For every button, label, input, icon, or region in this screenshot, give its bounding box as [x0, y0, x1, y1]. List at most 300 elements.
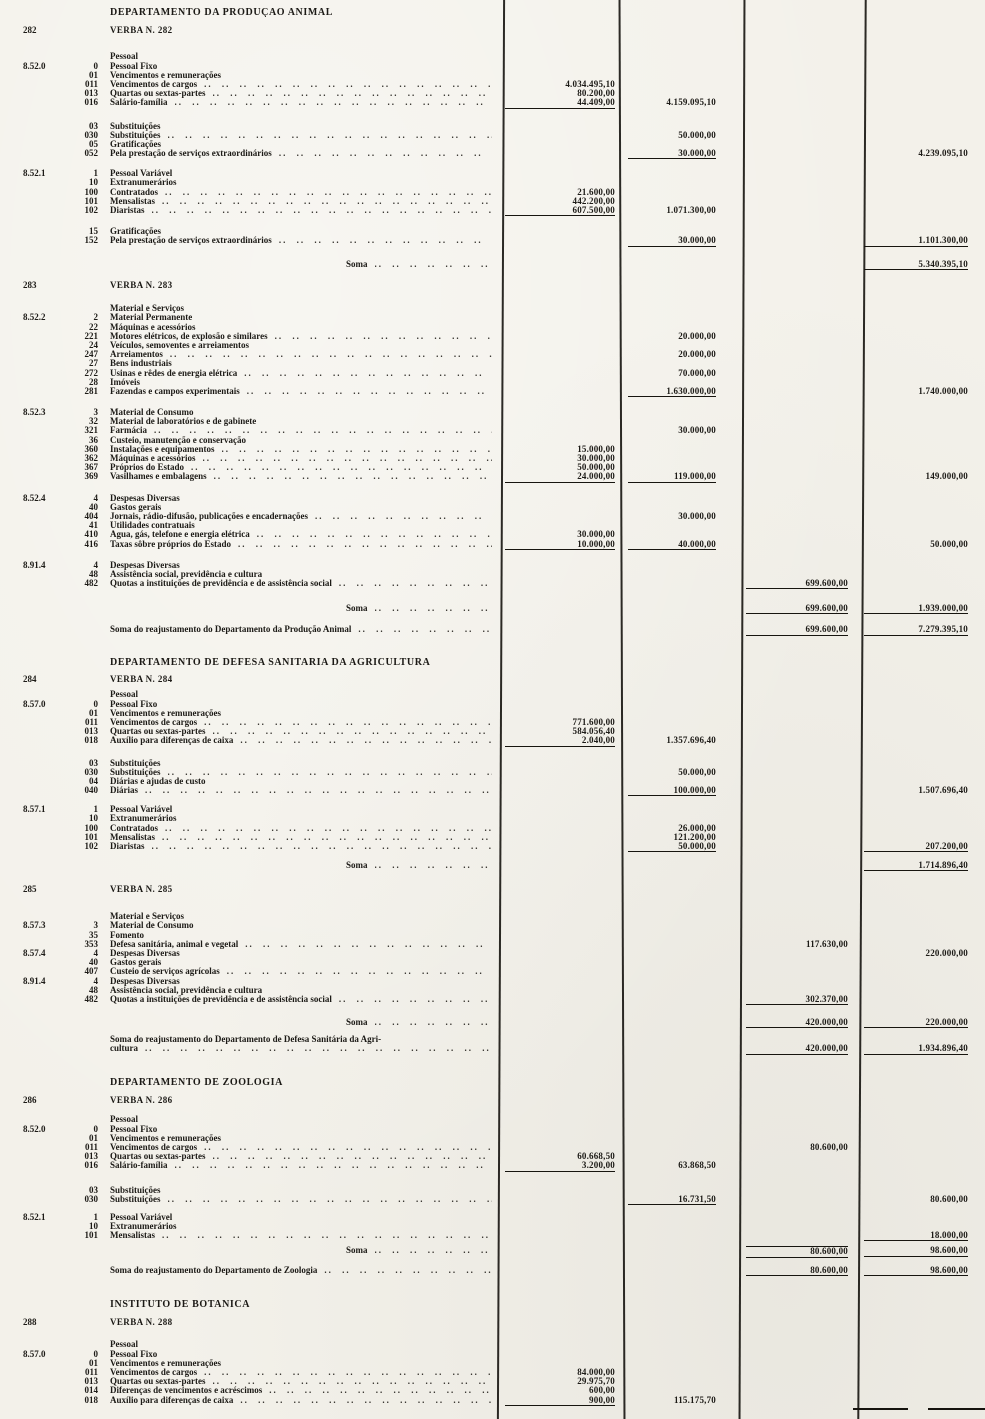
code-item: 321 — [84, 426, 98, 436]
line-label: Gastos gerais — [110, 958, 162, 968]
row-text — [0, 986, 492, 995]
line-label: Substituições — [110, 130, 161, 140]
amount-col1: 60.668,50 — [577, 1151, 615, 1162]
line-label: Contratados — [110, 823, 159, 833]
budget-line-row — [0, 1161, 985, 1170]
row-text — [0, 227, 492, 236]
code-item: 102 — [84, 842, 98, 851]
code-item: 367 — [84, 463, 98, 473]
code-item: 013 — [84, 1152, 98, 1162]
amount-col2: 40.000,00 — [628, 540, 716, 550]
sum-row — [0, 861, 985, 870]
code-item: 102 — [84, 206, 98, 215]
department-header-row — [0, 658, 985, 667]
dotted-leader — [358, 625, 492, 634]
row-text — [0, 169, 492, 178]
amount-col1: 607.500,00 — [505, 206, 615, 216]
amount-col3: 302.370,00 — [746, 995, 848, 1005]
line-label: Gastos gerais — [110, 502, 162, 512]
code-group: 8.57.4 — [23, 948, 46, 958]
code-item: 0 — [93, 1349, 98, 1359]
row-text — [0, 512, 492, 521]
row-text — [0, 178, 492, 187]
amount-col4: 18.000,00 — [864, 1231, 968, 1241]
line-label: Vencimentos de cargos — [110, 1142, 198, 1152]
row-text — [0, 26, 492, 35]
budget-line-row — [0, 540, 985, 549]
line-label: Vencimentos de cargos — [110, 79, 198, 89]
dotted-leader — [175, 1161, 493, 1170]
row-text — [0, 140, 492, 149]
line-label: Quotas a instituições de previdência e de assistência social — [110, 994, 332, 1004]
dotted-leader — [375, 1018, 492, 1027]
row-gap — [0, 17, 985, 26]
sum-row — [0, 260, 985, 269]
budget-line-row — [0, 1386, 985, 1395]
budget-line-row — [0, 408, 985, 417]
row-text — [0, 350, 492, 359]
amount-col2: 26.000,00 — [678, 822, 716, 833]
budget-line-row — [0, 967, 985, 976]
budget-line-row — [0, 1143, 985, 1152]
sum-row — [0, 604, 985, 613]
row-text — [0, 454, 492, 463]
dotted-leader — [375, 861, 492, 870]
amount-col2: 30.000,00 — [628, 236, 716, 246]
line-label: Salário-família — [110, 98, 168, 108]
amount-col4: 220.000,00 — [864, 1018, 968, 1028]
row-text — [0, 188, 492, 197]
budget-line-row — [0, 369, 985, 378]
line-label: Substituições — [110, 758, 161, 768]
amount-col3: 699.600,00 — [746, 625, 848, 635]
code-group: 8.57.3 — [23, 921, 46, 931]
line-label: Extranumerários — [110, 1222, 177, 1232]
budget-line-row — [0, 98, 985, 107]
verba-row — [0, 885, 985, 894]
line-label: Mensalistas — [110, 196, 155, 206]
amount-col3: 117.630,00 — [805, 938, 848, 949]
code-item: 101 — [84, 832, 98, 842]
row-text — [0, 861, 492, 870]
verba-number: 283 — [23, 281, 37, 290]
row-text — [0, 727, 492, 736]
budget-line-row — [0, 169, 985, 178]
row-text — [0, 445, 492, 454]
row-text — [0, 967, 492, 976]
line-label: Material de Consumo — [110, 921, 194, 931]
amount-col1: 29.975,70 — [577, 1376, 615, 1387]
line-label: Pessoal — [110, 1340, 138, 1350]
row-text — [0, 206, 492, 215]
dotted-leader — [213, 1152, 493, 1161]
code-item: 0 — [93, 61, 98, 71]
row-text — [0, 768, 492, 777]
amount-col2: 50.000,00 — [678, 766, 716, 777]
department-title: DEPARTAMENTO DE DEFESA SANITARIA DA AGRICULTURA — [110, 658, 431, 668]
line-label: cultura — [110, 1044, 138, 1054]
dotted-leader — [204, 1143, 492, 1152]
verba-title: VERBA N. 288 — [110, 1318, 173, 1328]
code-item: 247 — [84, 350, 98, 360]
code-item: 2 — [93, 313, 98, 323]
row-text — [0, 378, 492, 387]
line-label: Quotas a instituições de previdência e de assistência social — [110, 579, 332, 589]
dotted-leader — [168, 768, 492, 777]
row-text — [0, 570, 492, 579]
code-item: 01 — [89, 708, 98, 718]
code-item: 4 — [93, 560, 98, 570]
amount-col4: 50.000,00 — [930, 538, 968, 549]
row-text — [0, 1195, 492, 1204]
line-label: Quartas ou sextas-partes — [110, 89, 206, 99]
row-text — [0, 332, 492, 341]
budget-line-row — [0, 463, 985, 472]
row-text — [0, 80, 492, 89]
budget-line-row — [0, 1152, 985, 1161]
dotted-leader — [214, 472, 492, 481]
line-label: Custeio de serviços agrícolas — [110, 967, 220, 977]
dotted-leader — [324, 1266, 492, 1275]
row-text — [0, 805, 492, 814]
budget-line-row — [0, 359, 985, 368]
row-text — [0, 1318, 492, 1327]
amount-col1: 10.000,00 — [505, 540, 615, 550]
budget-line-row — [0, 454, 985, 463]
row-text — [0, 736, 492, 745]
budget-line-row — [0, 842, 985, 851]
row-text — [0, 1386, 492, 1395]
line-label: Mensalistas — [110, 1231, 155, 1241]
amount-col2: 50.000,00 — [628, 842, 716, 852]
line-label: Vencimentos e remunerações — [110, 708, 221, 718]
budget-line-row — [0, 690, 985, 699]
code-item: 24 — [89, 340, 98, 350]
amount-col4: 7.279.395,10 — [864, 625, 968, 635]
line-label: Material de Consumo — [110, 408, 194, 418]
row-text — [0, 494, 492, 503]
budget-line-row — [0, 236, 985, 245]
amount-col2: 30.000,00 — [628, 149, 716, 159]
code-item: 013 — [84, 1377, 98, 1387]
dotted-leader — [145, 786, 492, 795]
row-gap — [0, 1204, 985, 1213]
amount-col4: 1.507.696,40 — [918, 785, 968, 796]
code-item: 15 — [89, 227, 98, 237]
row-text — [0, 1246, 492, 1255]
budget-line-row — [0, 227, 985, 236]
budget-line-row — [0, 1350, 985, 1359]
line-label: Extranumerários — [110, 178, 177, 188]
row-text — [0, 1340, 492, 1349]
line-label: Soma — [346, 604, 368, 614]
code-item: 3 — [93, 408, 98, 418]
amount-col4: 1.939.000,00 — [864, 604, 968, 614]
code-group: 8.52.3 — [23, 408, 46, 418]
budget-line-row — [0, 700, 985, 709]
row-text — [0, 359, 492, 368]
amount-col1: 442.200,00 — [572, 195, 615, 206]
row-text — [0, 281, 492, 290]
code-item: 48 — [89, 569, 98, 579]
dotted-leader — [154, 426, 492, 435]
code-item: 41 — [89, 521, 98, 531]
row-text — [0, 426, 492, 435]
code-item: 28 — [89, 377, 98, 387]
dotted-leader — [257, 530, 492, 539]
line-label: Arreiamentos — [110, 350, 163, 360]
code-item: 4 — [93, 976, 98, 986]
amount-col1: 24.000,00 — [505, 472, 615, 482]
line-label: Defesa sanitária, animal e vegetal — [110, 939, 239, 949]
row-text — [0, 1044, 492, 1053]
budget-line-row — [0, 188, 985, 197]
verba-number: 284 — [23, 675, 37, 685]
row-gap — [0, 1004, 985, 1018]
line-label: Quartas ou sextas-partes — [110, 1152, 206, 1162]
row-text — [0, 304, 492, 313]
row-text — [0, 197, 492, 206]
line-label: Mensalistas — [110, 832, 155, 842]
row-text — [0, 1096, 492, 1105]
amount-col1: 44.409,00 — [505, 98, 615, 108]
row-gap — [0, 482, 985, 494]
amount-col1: 3.200,00 — [505, 1161, 615, 1171]
code-group: 8.52.2 — [23, 313, 46, 323]
code-item: 03 — [89, 121, 98, 131]
amount-col2: 4.159.095,10 — [666, 97, 716, 108]
amount-col4: 1.934.896,40 — [864, 1044, 968, 1054]
row-text — [0, 912, 492, 921]
code-item: 353 — [84, 939, 98, 949]
amount-col3: 420.000,00 — [746, 1018, 848, 1028]
section-zoologia — [0, 1078, 985, 1275]
dotted-leader — [168, 131, 492, 140]
code-group: 8.52.0 — [23, 1124, 46, 1134]
line-label: Assistência social, previdência e cultura — [110, 569, 263, 579]
line-label: Substituições — [110, 767, 161, 777]
amount-col2: 50.000,00 — [678, 129, 716, 140]
budget-line-row — [0, 736, 985, 745]
budget-line-row — [0, 958, 985, 967]
dotted-leader — [245, 940, 492, 949]
row-text — [0, 625, 492, 634]
budget-line-row — [0, 341, 985, 350]
line-label: Extranumerários — [110, 814, 177, 824]
amount-col2: 30.000,00 — [678, 510, 716, 521]
code-item: 03 — [89, 758, 98, 768]
line-label: Gratificações — [110, 227, 161, 237]
row-text — [0, 1035, 492, 1044]
budget-line-row — [0, 436, 985, 445]
row-text — [0, 777, 492, 786]
row-gap — [0, 1087, 985, 1096]
row-text — [0, 323, 492, 332]
budget-line-row — [0, 1195, 985, 1204]
line-label: Custeio, manutenção e conservação — [110, 435, 246, 445]
code-item: 014 — [84, 1386, 98, 1396]
dotted-leader — [204, 718, 492, 727]
dotted-leader — [339, 579, 492, 588]
budget-line-row — [0, 323, 985, 332]
code-item: 36 — [89, 435, 98, 445]
code-group: 8.52.0 — [23, 61, 46, 71]
verba-title: VERBA N. 285 — [110, 885, 173, 894]
row-text — [0, 52, 492, 61]
budget-line-row — [0, 1231, 985, 1240]
line-label: Auxílio para diferenças de caixa — [110, 736, 234, 746]
amount-col2: 30.000,00 — [678, 425, 716, 436]
line-label: Farmácia — [110, 426, 147, 436]
code-group: 8.52.1 — [23, 1212, 46, 1222]
code-item: 016 — [84, 98, 98, 108]
line-label: Soma — [346, 1018, 368, 1028]
sum-row — [0, 1044, 985, 1053]
amount-col2: 1.630.000,00 — [628, 387, 716, 397]
row-text — [0, 1125, 492, 1134]
verba-row — [0, 1318, 985, 1327]
dotted-leader — [213, 1377, 493, 1386]
budget-line-row — [0, 350, 985, 359]
budget-line-row — [0, 52, 985, 61]
budget-line-row — [0, 131, 985, 140]
budget-line-row — [0, 718, 985, 727]
line-label: Substituições — [110, 1194, 161, 1204]
dotted-leader — [269, 1386, 492, 1395]
code-item: 407 — [84, 967, 98, 977]
amount-col1: 771.600,00 — [572, 716, 615, 727]
dotted-leader — [162, 833, 492, 842]
dotted-leader — [375, 260, 492, 269]
budget-line-row — [0, 977, 985, 986]
code-item: 4 — [93, 948, 98, 958]
budget-line-row — [0, 786, 985, 795]
line-label: Pessoal Fixo — [110, 699, 158, 709]
budget-line-row — [0, 445, 985, 454]
code-item: 272 — [84, 368, 98, 378]
amount-col4: 149.000,00 — [925, 471, 968, 482]
row-text — [0, 931, 492, 940]
line-label: Material de laboratórios e de gabinete — [110, 417, 257, 427]
dotted-leader — [222, 445, 492, 454]
sum-row — [0, 625, 985, 634]
row-text — [0, 149, 492, 158]
row-text — [0, 995, 492, 1004]
code-item: 10 — [89, 814, 98, 824]
row-text — [0, 921, 492, 930]
row-gap — [0, 215, 985, 227]
code-item: 101 — [84, 1231, 98, 1241]
budget-line-row — [0, 1359, 985, 1368]
line-label: Material Permanente — [110, 313, 193, 323]
line-label: Despesas Diversas — [110, 560, 180, 570]
row-text — [0, 940, 492, 949]
code-item: 27 — [89, 359, 98, 369]
verba-number: 282 — [23, 26, 37, 36]
code-item: 040 — [84, 786, 98, 796]
budget-line-row — [0, 472, 985, 481]
row-text — [0, 1186, 492, 1195]
amount-col1: 80.200,00 — [577, 88, 615, 99]
code-item: 030 — [84, 1194, 98, 1204]
verba-title: VERBA N. 286 — [110, 1096, 173, 1106]
line-label: Quartas ou sextas-partes — [110, 727, 206, 737]
row-text — [0, 521, 492, 530]
budget-line-row — [0, 62, 985, 71]
dotted-leader — [315, 512, 492, 521]
budget-line-row — [0, 912, 985, 921]
line-label: Pela prestação de serviços extraordinários — [110, 236, 272, 246]
row-gap — [0, 894, 985, 912]
budget-line-row — [0, 122, 985, 131]
section-instituto-botanica — [0, 1300, 985, 1405]
amount-col1: 15.000,00 — [577, 443, 615, 454]
amount-col4: 207.200,00 — [864, 842, 968, 852]
budget-line-row — [0, 1222, 985, 1231]
line-label: Pessoal — [110, 1115, 138, 1125]
code-item: 22 — [89, 322, 98, 332]
code-item: 018 — [84, 736, 98, 746]
dotted-leader — [213, 89, 493, 98]
line-label: Despesas Diversas — [110, 976, 180, 986]
line-label: Pela prestação de serviços extraordinários — [110, 149, 272, 159]
row-text — [0, 1377, 492, 1386]
budget-line-row — [0, 197, 985, 206]
amount-col3: 80.600,00 — [746, 1266, 848, 1276]
row-gap — [0, 1309, 985, 1318]
budget-line-row — [0, 1213, 985, 1222]
partial-rule-right — [928, 1408, 985, 1410]
row-text — [0, 842, 492, 851]
row-text — [0, 949, 492, 958]
line-label: Contratados — [110, 187, 159, 197]
line-label: Quartas ou sextas-partes — [110, 1377, 206, 1387]
dotted-leader — [162, 197, 492, 206]
code-item: 0 — [93, 699, 98, 709]
amount-col3: 80.600,00 — [746, 1246, 848, 1257]
row-gap — [0, 667, 985, 675]
department-title: DEPARTAMENTO DE ZOOLOGIA — [110, 1078, 283, 1088]
amount-col2: 1.071.300,00 — [666, 205, 716, 215]
budget-line-row — [0, 759, 985, 768]
row-text — [0, 690, 492, 699]
budget-line-row — [0, 378, 985, 387]
line-label: Vencimentos de cargos — [110, 1367, 198, 1377]
budget-line-row — [0, 921, 985, 930]
row-text — [0, 313, 492, 322]
row-text — [0, 604, 492, 613]
sum-row — [0, 1266, 985, 1275]
line-label: Fomento — [110, 930, 144, 940]
line-label: Pessoal — [110, 52, 138, 62]
line-label: Utilidades contratuais — [110, 521, 195, 531]
row-text — [0, 718, 492, 727]
code-item: 3 — [93, 921, 98, 931]
row-text — [0, 436, 492, 445]
dotted-leader — [247, 387, 492, 396]
code-item: 416 — [84, 539, 98, 549]
row-text — [0, 1018, 492, 1027]
code-item: 32 — [89, 417, 98, 427]
row-text — [0, 786, 492, 795]
code-item: 011 — [84, 1367, 98, 1377]
line-label: Despesas Diversas — [110, 493, 180, 503]
line-label: Máquinas e acessórios — [110, 322, 196, 332]
code-item: 10 — [89, 1222, 98, 1232]
code-item: 011 — [84, 79, 98, 89]
code-item: 410 — [84, 530, 98, 540]
row-text — [0, 958, 492, 967]
